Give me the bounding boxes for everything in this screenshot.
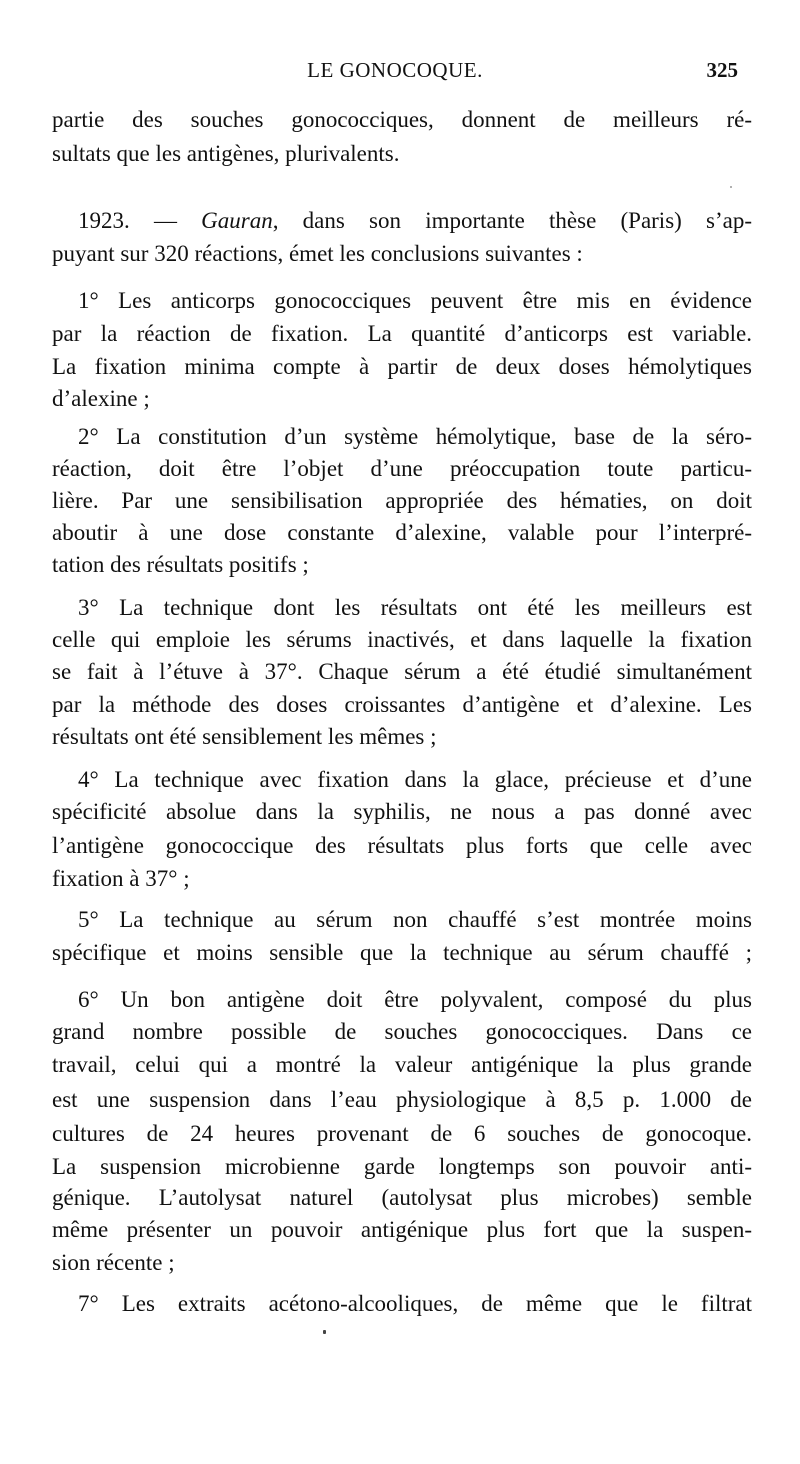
text-line: 6° Un bon antigène doit être polyvalent, composé du plus [78,987,752,1012]
text-span: , dans son importante thèse (Paris) s’ap- [272,208,752,233]
text-line: celle qui emploie les sérums inactivés, et dans laquelle la fixation [52,627,752,652]
text-line: est une suspension dans l’eau physiologique à 8,5 p. 1.000 de [52,1087,752,1112]
text-line: l’antigène gonococcique des résultats plus forts que celle avec [52,833,752,858]
text-line: La suspension microbienne garde longtemps son pouvoir anti- [52,1154,752,1179]
text-line: génique. L’autolysat naturel (autolysat plus microbes) semble [52,1185,752,1210]
text-line: fixation à 37° ; [52,866,190,891]
text-line: par la réaction de fixation. La quantité d’anticorps est variable. [52,321,752,346]
running-head [52,58,738,88]
text-line: 4° La technique avec fixation dans la glace, précieuse et d’une [78,767,752,792]
text-line: 3° La technique dont les résultats ont été les meilleurs est [78,595,752,620]
text-line: 5° La technique au sérum non chauffé s’est montrée moins [78,907,752,932]
text-line: cultures de 24 heures provenant de 6 souches de gonocoque. [52,1121,752,1146]
text-line: aboutir à une dose constante d’alexine, valable pour l’interpré- [52,520,752,545]
text-line: par la méthode des doses croissantes d’antigène et d’alexine. Les [52,692,752,717]
text-line: se fait à l’étuve à 37°. Chaque sérum a été étudié simultanément [52,659,752,684]
text-line: tation des résultats positifs ; [52,552,309,577]
text-line: La fixation minima compte à partir de deux doses hémolytiques [52,354,752,379]
page-number: 325 [706,58,738,82]
text-line-with-author [78,205,752,237]
running-title: LE GONOCOQUE. [307,58,483,82]
text-line: 2° La constitution d’un système hémolytique, base de la séro- [78,424,752,449]
text-line: spécifique et moins sensible que la technique au sérum chauffé ; [52,940,752,965]
text-line: spécificité absolue dans la syphilis, ne nous a pas donné avec [52,799,752,824]
text-line: résultats ont été sensiblement les mêmes ; [52,724,437,749]
text-line: 7° Les extraits acétono-alcooliques, de même que le filtrat [78,1291,752,1316]
author-name: Gauran [201,208,273,233]
text-line: sion récente ; [52,1250,175,1275]
text-line: puyant sur 320 réactions, émet les conclusions suivantes : [52,241,583,266]
text-line: sultats que les antigènes, plurivalents. [52,141,400,166]
text-line: d’alexine ; [52,386,150,411]
text-line: travail, celui qui a montré la valeur antigénique la plus grande [52,1052,752,1077]
text-line: lière. Par une sensibilisation appropriée des hématies, on doit [52,488,752,513]
text-line: réaction, doit être l’objet d’une préoccupation toute particu- [52,456,752,481]
text-line: partie des souches gonococciques, donnent de meilleurs ré- [52,107,752,132]
print-speck [730,186,732,188]
text-span: 1923. — [78,208,202,233]
text-line: même présenter un pouvoir antigénique plus fort que la suspen- [52,1217,752,1242]
text-line: grand nombre possible de souches gonococciques. Dans ce [52,1019,752,1044]
text-line: 1° Les anticorps gonococciques peuvent être mis en évidence [78,288,752,313]
print-speck [323,1330,326,1334]
